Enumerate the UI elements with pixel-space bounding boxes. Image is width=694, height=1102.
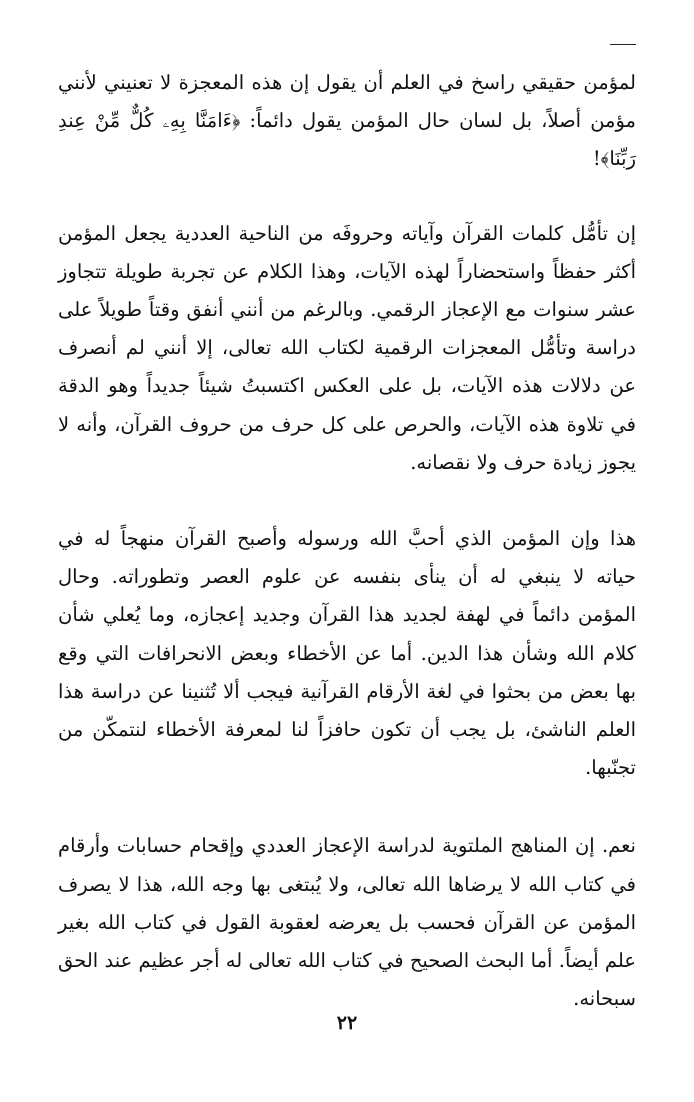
paragraph-2: إن تأمُّل كلمات القرآن وآياته وحروفَه من الناحية العددية يجعل المؤمن أكثر حفظاً واستحضاراً لهذه الآيات، وهذا الكلام عن تجربة طويلة تتجاوز عشر سنوات مع الإعجاز الرقمي. وبالرغم من أنني أنفق وقتاً طويلاً على دراسة وتأمُّل المعجزات الرقمية لكتاب الله تعالى، إلا أنني لم أنصرف عن دلالات هذه الآيات، بل على العكس اكتسبتُ شيئاً جديداً وهو الدقة في تلاوة هذه الآيات، والحرص على كل حرف من حروف القرآن، وأنه لا يجوز زيادة حرف ولا نقصانه. [58,221,636,474]
header-rule [610,44,636,45]
book-page [58,44,636,1084]
paragraph-1: لمؤمن حقيقي راسخ في العلم أن يقول إن هذه المعجزة لا تعنيني لأنني مؤمن أصلاً، بل لسان حال المؤمن يقول دائماً: ﴿ءَامَنَّا بِهِۦ كُلٌّ مِّنْ عِندِ رَبِّنَا﴾! [58,71,636,171]
body-text [58,64,636,1018]
paragraph-4: نعم. إن المناهج الملتوية لدراسة الإعجاز العددي وإقحام حسابات وأرقام في كتاب الله لا يرضاها الله تعالى، ولا يُبتغى بها وجه الله، هذا لا يصرف المؤمن عن القرآن فحسب بل يعرضه لعقوبة القول في كتاب الله بغير علم أيضاً. أما البحث الصحيح في كتاب الله تعالى له أجر عظيم عند الحق سبحانه. [58,834,636,1011]
paragraph-3: هذا وإن المؤمن الذي أحبَّ الله ورسوله وأصبح القرآن منهجاً له في حياته لا ينبغي له أن ينأى بنفسه عن علوم العصر وتطوراته. وحال المؤمن دائماً في لهفة لجديد هذا القرآن وجديد إعجازه، وما يُعلي شأن كلام الله وشأن هذا الدين. أما عن الأخطاء وبعض الانحرافات التي وقع بها بعض من بحثوا في لغة الأرقام القرآنية فيجب ألا تُثنينا عن دراسة هذا العلم الناشئ، بل يجب أن تكون حافزاً لنا لمعرفة الأخطاء لنتمكّن من تجنّبها. [58,527,636,780]
page-number: ٢٢ [336,1012,358,1034]
